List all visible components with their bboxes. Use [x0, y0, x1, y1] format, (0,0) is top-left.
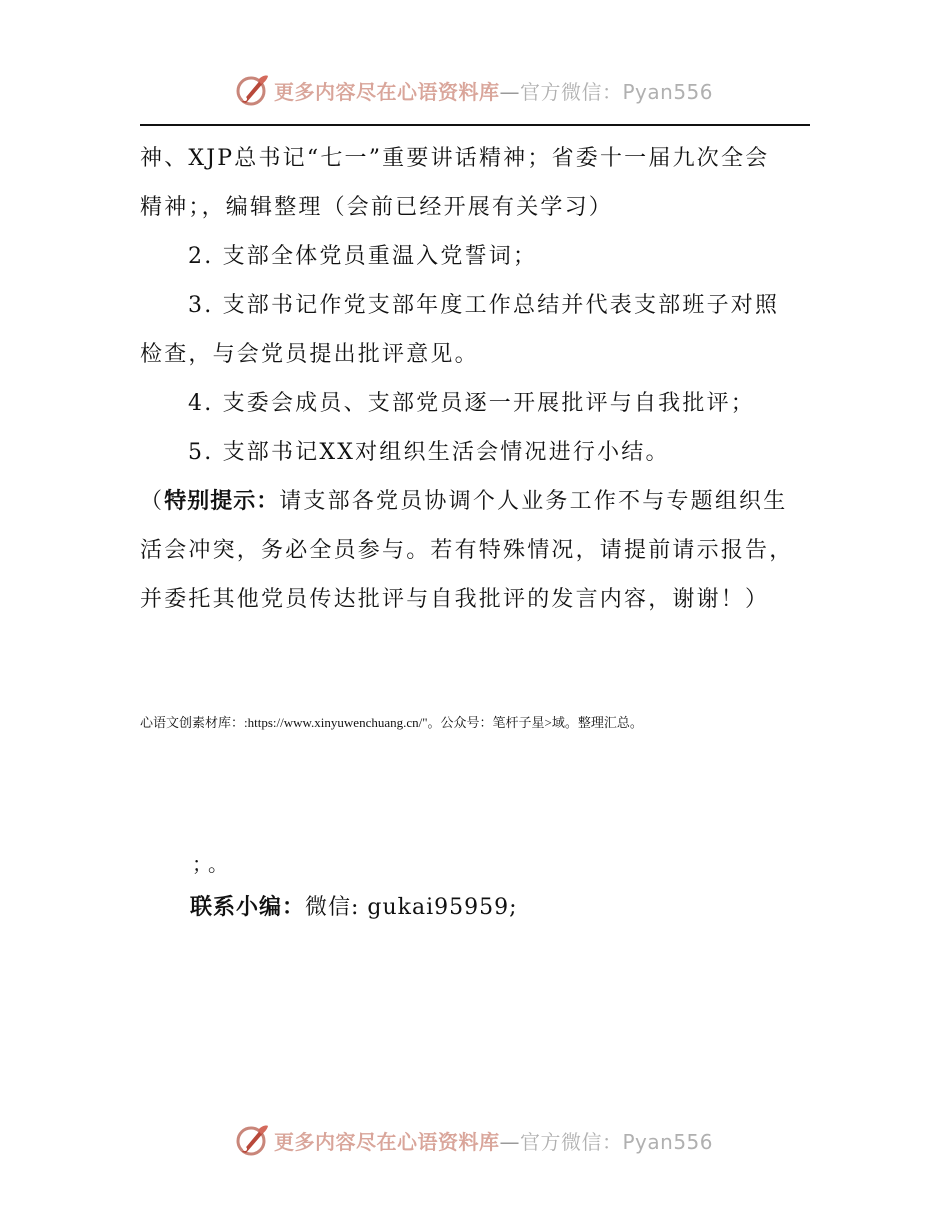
banner-title: 更多内容尽在心语资料库 — [274, 79, 500, 104]
banner-title: 更多内容尽在心语资料库 — [274, 1129, 500, 1154]
punctuation-line: ；。 — [192, 852, 234, 876]
notice-line: 并委托其他党员传达批评与自我批评的发言内容，谢谢！） — [140, 587, 770, 612]
agenda-item-2: 2. 支部全体党员重温入党誓词； — [188, 244, 538, 269]
body-line: 神、XJP总书记“七一”重要讲话精神；省委十一届九次全会 — [140, 146, 770, 171]
agenda-item-5: 5. 支部书记XX对组织生活会情况进行小结。 — [188, 440, 670, 465]
header-banner — [234, 70, 713, 110]
notice-label: 特别提示： — [164, 489, 280, 514]
source-note: 心语文创素材库：:https://www.xinyuwenchuang.cn/"。公众号：笔杆子星>域。整理汇总。 — [140, 715, 643, 730]
quill-pen-circle-icon — [234, 1122, 270, 1158]
contact-line — [190, 890, 518, 921]
notice-line — [140, 477, 810, 526]
notice-text: 请支部各党员协调个人业务工作不与专题组织生 — [279, 489, 788, 514]
footer-banner — [234, 1120, 713, 1160]
banner-wechat: 官方微信：Pyan556 — [520, 1129, 714, 1154]
agenda-item-3: 3. 支部书记作党支部年度工作总结并代表支部班子对照 — [188, 293, 780, 318]
banner-separator: — — [499, 79, 520, 104]
document-body — [140, 134, 810, 624]
notice-open-paren: （ — [140, 489, 165, 514]
contact-label: 联系小编： — [190, 895, 306, 920]
header-divider — [140, 124, 810, 126]
body-line: 精神；，编辑整理（会前已经开展有关学习） — [140, 195, 614, 220]
notice-line: 活会冲突，务必全员参与。若有特殊情况，请提前请示报告， — [140, 538, 794, 563]
quill-pen-circle-icon — [234, 72, 270, 108]
contact-value: 微信: gukai95959; — [305, 895, 518, 920]
body-line: 检查，与会党员提出批评意见。 — [140, 342, 479, 367]
banner-separator: — — [499, 1129, 520, 1154]
agenda-item-4: 4. 支委会成员、支部党员逐一开展批评与自我批评； — [188, 391, 755, 416]
banner-wechat: 官方微信：Pyan556 — [520, 79, 714, 104]
